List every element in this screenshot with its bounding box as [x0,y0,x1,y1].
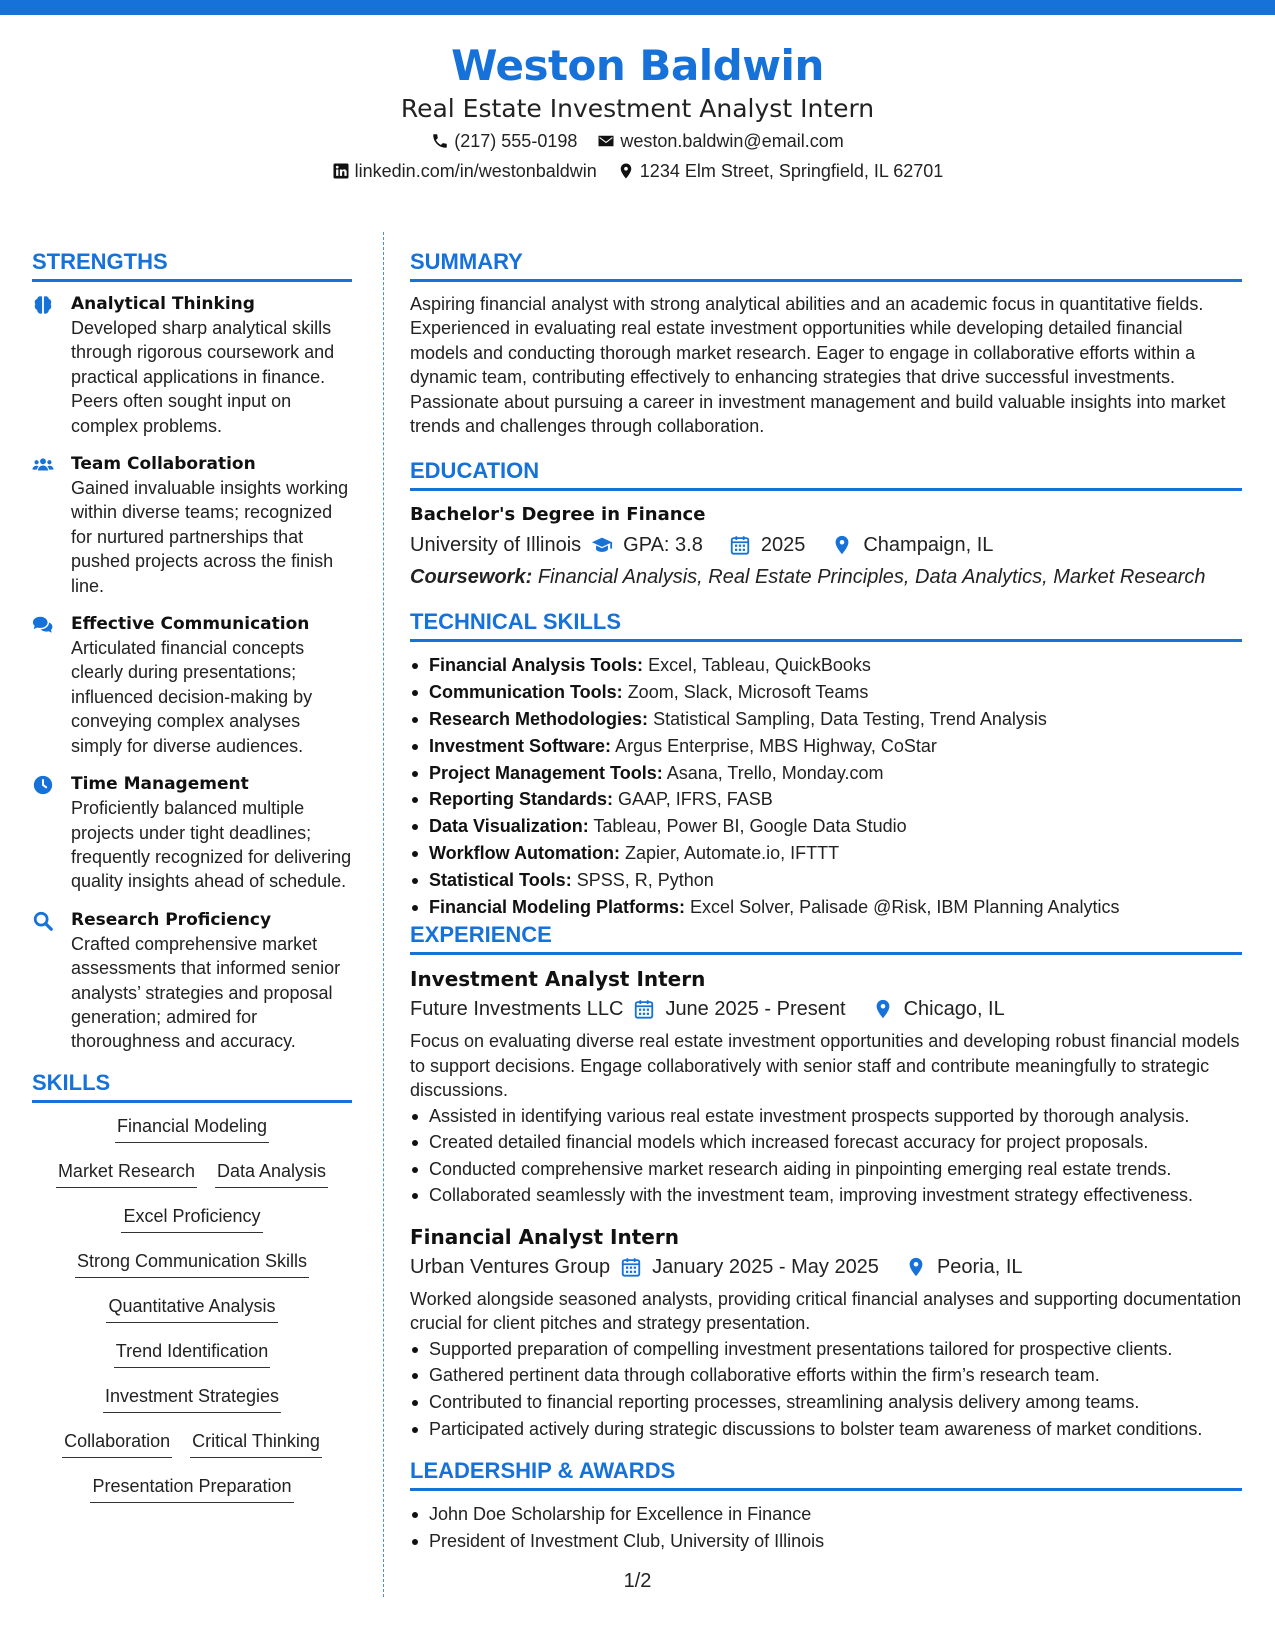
skill-row [32,1113,352,1158]
tech-skill-item [429,760,1242,787]
tech-skill-item [429,652,1242,679]
job-bullet: Conducted comprehensive market research aiding in pinpointing emerging real estate trends. [429,1156,1242,1183]
job-bullets [410,1336,1242,1442]
calendar-icon [633,998,655,1020]
job-meta [410,993,1242,1025]
tech-skill-item [429,867,1242,894]
tech-skill-value: Tableau, Power BI, Google Data Studio [593,816,907,837]
job-company: Urban Ventures Group [410,1256,611,1278]
skill-row [32,1248,352,1293]
address-text: 1234 Elm Street, Springfield, IL 62701 [639,161,944,181]
skill-chip: Strong Communication Skills [75,1248,309,1278]
job-bullet: Supported preparation of compelling investment presentations tailored for prospective clients. [429,1336,1242,1363]
coursework-text: Financial Analysis, Real Estate Principles, Data Analytics, Market Research [537,566,1206,589]
tech-skill-item [429,679,1242,706]
degree-title: Bachelor's Degree in Finance [410,504,706,526]
education-heading: EDUCATION [410,456,1242,491]
job-dates: January 2025 - May 2025 [652,1256,879,1278]
strength-title: Time Management [71,774,249,795]
skill-chip: Presentation Preparation [90,1473,293,1503]
tech-skill-value: SPSS, R, Python [576,869,714,890]
tech-skill-value: Excel, Tableau, QuickBooks [648,655,871,676]
strengths-heading: STRENGTHS [32,247,352,282]
tech-skill-value: Asana, Trello, Monday.com [666,762,884,783]
tech-skill-value: Zapier, Automate.io, IFTTT [625,843,840,864]
job-location: Chicago, IL [903,998,1005,1021]
calendar-icon [729,534,751,556]
resume-header [0,38,1275,186]
contact-row-1 [0,126,1275,156]
tech-skill-value: Statistical Sampling, Data Testing, Trend Analysis [653,709,1047,730]
summary-heading: SUMMARY [410,247,1242,282]
skills-heading: SKILLS [32,1068,352,1103]
strength-desc: Proficiently balanced multiple projects under tight deadlines; frequently recognized for delivering quality insights ahead of schedule. [71,798,352,892]
strength-item [32,452,352,598]
strength-desc: Crafted comprehensive market assessments that informed senior analysts’ strategies and proposal generation; admired for thoroughness and accuracy. [71,933,341,1052]
candidate-title: Real Estate Investment Analyst Intern [400,94,875,123]
gpa-text: GPA: 3.8 [623,534,703,557]
linkedin-text: linkedin.com/in/westonbaldwin [354,161,597,181]
tech-skill-label: Project Management Tools: [429,762,663,783]
left-column [32,247,352,1518]
tech-skill-item [429,840,1242,867]
map-pin-icon [617,162,635,180]
job-entry [410,1223,1242,1442]
tech-skill-item [429,786,1242,813]
contact-phone [431,126,577,156]
strength-item [32,772,352,894]
school-name: University of Illinois [410,534,582,557]
experience-heading: EXPERIENCE [410,920,1242,955]
job-bullet: Contributed to financial reporting processes, streamlining analysis delivery among teams. [429,1389,1242,1416]
tech-skill-label: Research Methodologies: [429,709,649,730]
strength-desc: Articulated financial concepts clearly during presentations; influenced decision-making by conveying complex analyses simply for diverse audiences. [71,638,313,756]
skill-row [32,1203,352,1248]
leadership-heading: LEADERSHIP & AWARDS [410,1456,1242,1491]
comments-icon [32,614,54,636]
job-role: Investment Analyst Intern [410,967,706,992]
strength-item [32,292,352,438]
job-location: Peoria, IL [936,1256,1023,1278]
contact-address [617,156,944,186]
skill-chip: Financial Modeling [115,1113,269,1143]
skill-chip: Trend Identification [114,1338,270,1368]
tech-skill-label: Reporting Standards: [429,789,614,810]
leadership-list [410,1501,1242,1555]
column-divider [383,232,384,1597]
skill-chip: Critical Thinking [190,1428,322,1458]
strength-title: Research Proficiency [71,909,272,930]
graduation-year: 2025 [760,534,806,557]
tech-skill-item [429,733,1242,760]
job-description: Worked alongside seasoned analysts, providing critical financial analyses and supporting documentation crucial for client pitches and strategy presentation. [410,1289,1242,1334]
job-description: Focus on evaluating diverse real estate investment opportunities and developing robust financial models to support decisions. Engage collaboratively with senior staff and contribute meaningfully to strategic discussions. [410,1031,1240,1101]
page-number: 1/2 [623,1570,652,1592]
brain-icon [32,294,54,316]
tech-skill-label: Investment Software: [429,735,612,756]
tech-skill-label: Workflow Automation: [429,843,620,864]
linkedin-icon [332,162,350,180]
strength-item [32,908,352,1054]
users-icon [32,454,54,476]
skill-chip: Data Analysis [215,1158,328,1188]
tech-skill-item [429,894,1242,921]
map-pin-icon [872,998,894,1020]
job-bullet: Collaborated seamlessly with the investment team, improving investment strategy effectiveness. [429,1182,1242,1209]
strength-desc: Gained invaluable insights working within diverse teams; recognized for nurtured partnerships that pushed projects across the finish line. [71,478,349,596]
coursework-label: Coursework: [410,566,533,589]
phone-text: (217) 555-0198 [454,131,578,151]
strength-title: Effective Communication [71,614,310,635]
job-role: Financial Analyst Intern [410,1225,679,1249]
tech-skill-value: Excel Solver, Palisade @Risk, IBM Planning Analytics [690,896,1120,917]
job-meta [410,1251,1242,1283]
skill-chip: Market Research [56,1158,197,1188]
skill-chip: Quantitative Analysis [106,1293,277,1323]
tech-skill-item [429,813,1242,840]
coursework-line [410,561,1242,593]
strength-desc: Developed sharp analytical skills through rigorous coursework and practical applications in finance. Peers often sought input on complex problems. [71,318,335,436]
skill-row [32,1158,352,1203]
tech-skill-label: Communication Tools: [429,682,623,703]
education-meta [410,529,1242,561]
contact-row-2 [0,156,1275,186]
skill-row [32,1293,352,1338]
email-text: weston.baldwin@email.com [620,131,844,151]
top-accent-bar [0,0,1275,15]
skill-row [32,1383,352,1428]
technical-skills-heading: TECHNICAL SKILLS [410,607,1242,642]
tech-skill-label: Data Visualization: [429,816,589,837]
clock-icon [32,774,54,796]
school-location: Champaign, IL [863,534,994,557]
skill-row [32,1338,352,1383]
job-bullet: Created detailed financial models which increased forecast accuracy for project proposals. [429,1129,1242,1156]
job-bullet: Gathered pertinent data through collaborative efforts within the firm’s research team. [429,1362,1242,1389]
skill-chip: Investment Strategies [103,1383,281,1413]
phone-icon [431,132,449,150]
contact-linkedin [332,156,597,186]
tech-skill-label: Financial Modeling Platforms: [429,896,686,917]
job-bullet: Assisted in identifying various real estate investment prospects supported by thorough analysis. [429,1103,1242,1130]
right-column [410,247,1242,1555]
skill-row [32,1473,352,1518]
tech-skill-label: Financial Analysis Tools: [429,655,644,676]
job-company: Future Investments LLC [410,998,624,1021]
map-pin-icon [831,534,853,556]
envelope-icon [597,132,615,150]
skills-list [32,1113,352,1518]
strength-title: Team Collaboration [71,454,256,475]
tech-skill-item [429,706,1242,733]
skill-chip: Excel Proficiency [121,1203,262,1233]
job-entry [410,965,1242,1209]
tech-skill-value: GAAP, IFRS, FASB [618,789,773,810]
tech-skill-value: Argus Enterprise, MBS Highway, CoStar [615,735,937,756]
job-dates: June 2025 - Present [665,998,846,1021]
award-item: John Doe Scholarship for Excellence in Finance [429,1501,1242,1528]
skill-chip: Collaboration [62,1428,172,1458]
calendar-icon [620,1256,642,1278]
search-icon [32,910,54,932]
strength-item [32,612,352,758]
skill-row [32,1428,352,1473]
map-pin-icon [905,1256,927,1278]
job-bullets [410,1103,1242,1209]
job-bullet: Participated actively during strategic discussions to bolster team awareness of market conditions. [429,1416,1242,1443]
summary-text: Aspiring financial analyst with strong analytical abilities and an academic focus in quantitative fields. Experienced in evaluating real estate investment opportunities while developing detailed financial models and conducting thorough market research. Eager to engage in collaborative efforts within a dynamic team, contributing effectively to enhancing strategies that drive successful investments. Passionate about pursuing a career in investment management and build valuable insights into market trends and challenges through collaboration. [410,294,1226,437]
technical-skills-list [410,652,1242,920]
contact-email [597,126,843,156]
strength-title: Analytical Thinking [71,294,255,314]
award-item: President of Investment Club, University of Illinois [429,1528,1242,1555]
tech-skill-value: Zoom, Slack, Microsoft Teams [627,682,869,703]
graduation-cap-icon [591,534,613,556]
candidate-name: Weston Baldwin [451,41,824,90]
tech-skill-label: Statistical Tools: [429,869,572,890]
